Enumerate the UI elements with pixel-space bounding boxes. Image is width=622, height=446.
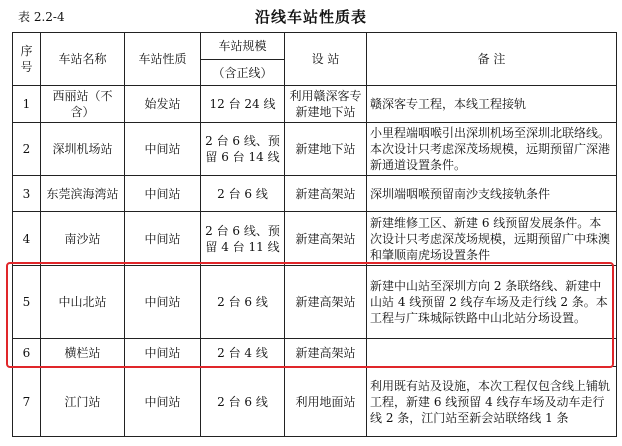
cell-nature: 中间站	[125, 123, 201, 176]
table-number: 表 2.2-4	[18, 10, 65, 24]
cell-nature: 中间站	[125, 266, 201, 339]
cell-seq: 3	[13, 176, 41, 212]
header-scale-sub: （含正线）	[201, 60, 285, 86]
cell-name: 西丽站（不含）	[41, 86, 125, 123]
cell-scale: 2 台 6 线	[201, 266, 285, 339]
cell-facility: 利用赣深客专新建地下站	[285, 86, 367, 123]
table-row	[13, 212, 617, 266]
cell-scale: 2 台 6 线、预留 6 台 14 线	[201, 123, 285, 176]
cell-facility: 新建高架站	[285, 176, 367, 212]
cell-facility: 新建高架站	[285, 266, 367, 339]
table-row	[13, 123, 617, 176]
table-row	[13, 176, 617, 212]
header-nature: 车站性质	[125, 33, 201, 86]
cell-seq: 5	[13, 266, 41, 339]
cell-nature: 中间站	[125, 176, 201, 212]
cell-facility: 新建地下站	[285, 123, 367, 176]
table-row	[13, 367, 617, 437]
cell-facility: 新建高架站	[285, 212, 367, 266]
header-seq: 序号	[13, 33, 41, 86]
cell-seq: 6	[13, 339, 41, 367]
cell-nature: 始发站	[125, 86, 201, 123]
cell-name: 深圳机场站	[41, 123, 125, 176]
cell-seq: 7	[13, 367, 41, 437]
cell-remarks	[367, 339, 617, 367]
cell-nature: 中间站	[125, 367, 201, 437]
table-row	[13, 339, 617, 367]
cell-nature: 中间站	[125, 212, 201, 266]
cell-name: 横栏站	[41, 339, 125, 367]
header-remarks: 备 注	[367, 33, 617, 86]
cell-remarks: 利用既有站及设施，本次工程仅包含线上铺轨工程，新建 6 线预留 4 线存车场及动车走行线 2 条，江门站至新会站联络线 1 条	[367, 367, 617, 437]
cell-facility: 新建高架站	[285, 339, 367, 367]
cell-nature: 中间站	[125, 339, 201, 367]
header-row	[13, 33, 617, 60]
cell-name: 江门站	[41, 367, 125, 437]
cell-remarks: 赣深客专工程，本线工程接轨	[367, 86, 617, 123]
header-scale: 车站规模	[201, 33, 285, 60]
cell-scale: 12 台 24 线	[201, 86, 285, 123]
cell-name: 东莞滨海湾站	[41, 176, 125, 212]
cell-seq: 1	[13, 86, 41, 123]
cell-scale: 2 台 6 线	[201, 176, 285, 212]
cell-scale: 2 台 4 线	[201, 339, 285, 367]
header-name: 车站名称	[41, 33, 125, 86]
cell-seq: 2	[13, 123, 41, 176]
cell-scale: 2 台 6 线、预留 4 台 11 线	[201, 212, 285, 266]
cell-scale: 2 台 6 线	[201, 367, 285, 437]
header-facility: 设 站	[285, 33, 367, 86]
table-row	[13, 266, 617, 339]
cell-remarks: 小里程端咽喉引出深圳机场至深圳北联络线。本次设计只考虑深茂场规模，远期预留广深港新通道设置条件。	[367, 123, 617, 176]
station-table	[12, 32, 617, 437]
cell-remarks: 深圳端咽喉预留南沙支线接轨条件	[367, 176, 617, 212]
cell-name: 中山北站	[41, 266, 125, 339]
table-row	[13, 86, 617, 123]
table-title: 沿线车站性质表	[254, 8, 367, 26]
cell-seq: 4	[13, 212, 41, 266]
cell-remarks: 新建维修工区、新建 6 线预留发展条件。本次设计只考虑深茂场规模，远期预留广中珠澳和肇顺南虎场设置条件	[367, 212, 617, 266]
cell-name: 南沙站	[41, 212, 125, 266]
cell-remarks: 新建中山站至深圳方向 2 条联络线、新建中山站 4 线预留 2 线存车场及走行线 2 条。本工程与广珠城际铁路中山北站分场设置。	[367, 266, 617, 339]
cell-facility: 利用地面站	[285, 367, 367, 437]
